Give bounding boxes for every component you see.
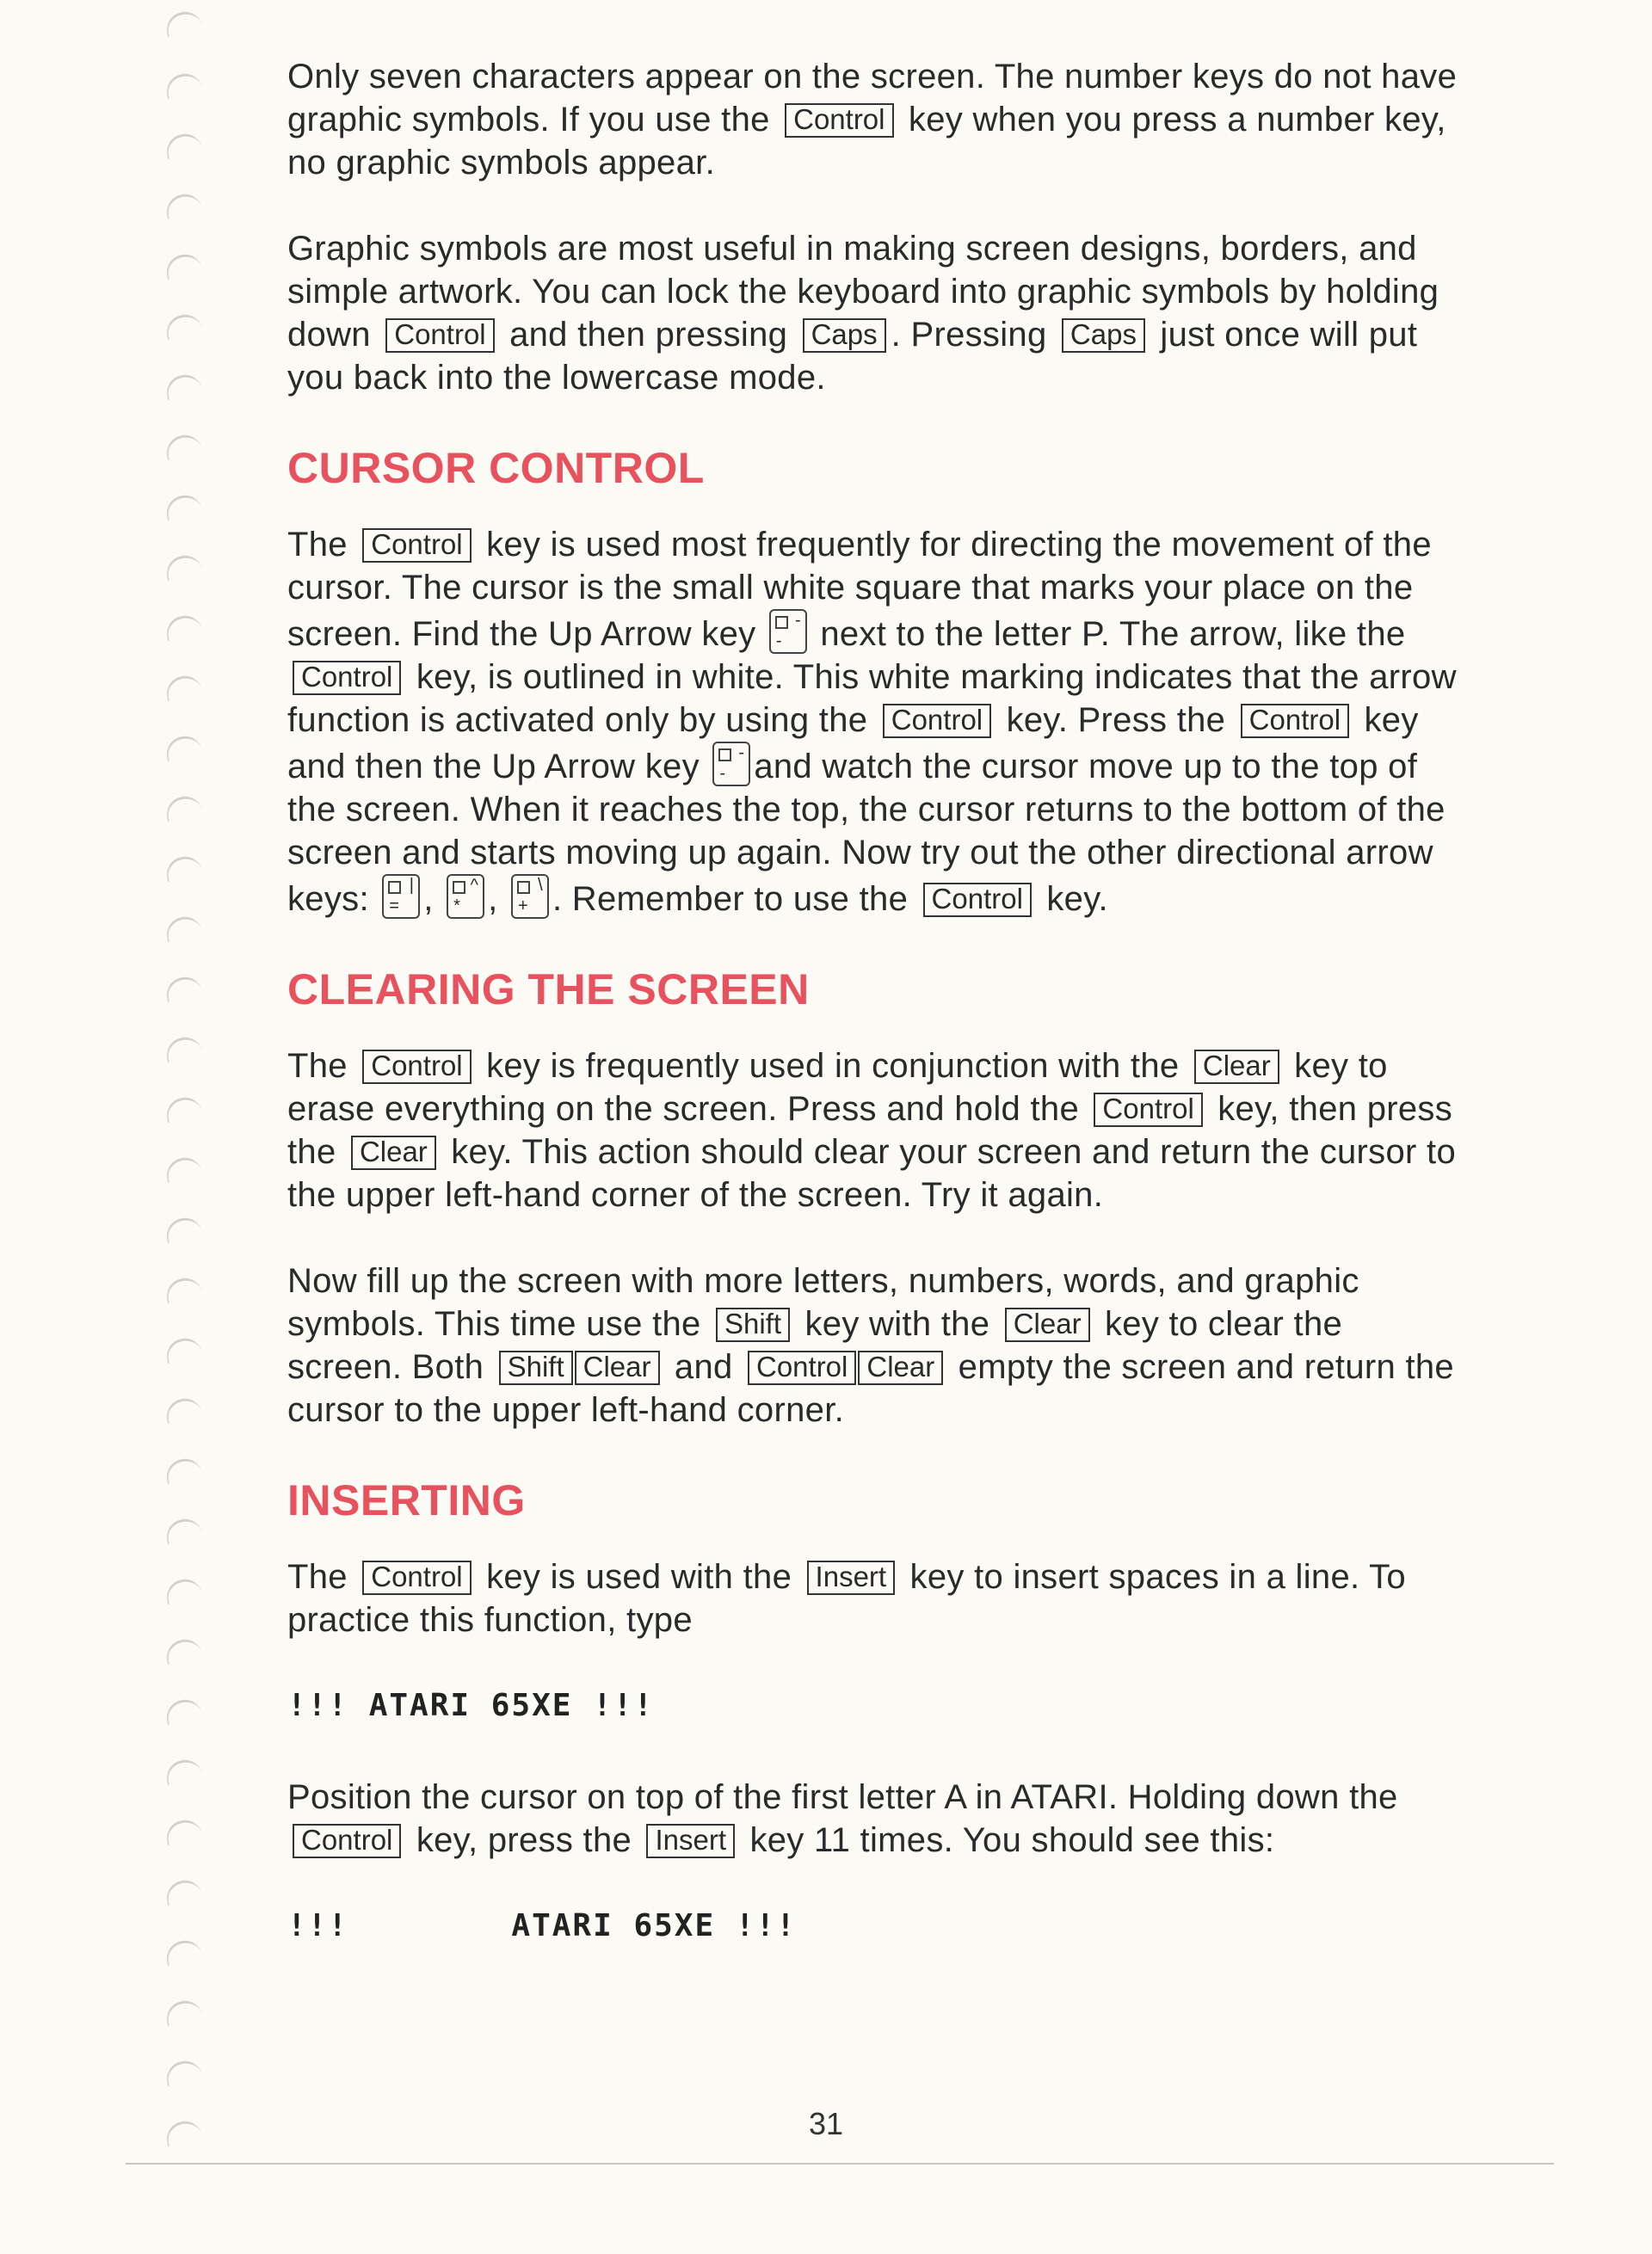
paragraph-clear-key: [287, 1044, 1466, 1216]
separator: ,: [488, 880, 498, 918]
text: . Pressing: [891, 316, 1047, 354]
binding-holes: [155, 0, 215, 2202]
paragraph-shift-clear: [287, 1259, 1466, 1432]
text: key to clear the screen. Both: [287, 1305, 1343, 1386]
page-number: 31: [808, 2106, 844, 2141]
up-arrow-key-icon: - -: [769, 609, 807, 654]
control-key: Control: [923, 883, 1032, 917]
page-content: [287, 55, 1466, 1996]
insert-key: Insert: [807, 1561, 896, 1595]
text: key. Press the: [1006, 701, 1226, 739]
control-key: Control: [1094, 1093, 1202, 1127]
shift-key: Shift: [499, 1351, 573, 1385]
code-example-before: !!! ATARI 65XE !!!: [287, 1688, 655, 1723]
text: Position the cursor on top of the first letter A in ATARI. Holding down the: [287, 1778, 1398, 1816]
heading-cursor-control: CURSOR CONTROL: [287, 444, 705, 492]
down-arrow-key-icon: | =: [382, 874, 420, 919]
text: and then pressing: [509, 316, 788, 354]
text: The: [287, 1558, 348, 1596]
text: The: [287, 526, 348, 564]
insert-key: Insert: [646, 1824, 735, 1858]
up-arrow-key-icon: - -: [712, 742, 750, 786]
caps-key: Caps: [803, 318, 886, 353]
text: . Remember to use the: [552, 880, 909, 918]
clear-key: Clear: [858, 1351, 943, 1385]
text: and: [674, 1348, 733, 1386]
text: key to insert spaces in a line. To practice this function, type: [287, 1558, 1406, 1639]
text: key with the: [804, 1305, 990, 1343]
control-key: Control: [385, 318, 494, 353]
text: The: [287, 1047, 348, 1085]
paragraph-number-keys: [287, 55, 1466, 184]
text: just once will put you back into the lowercase mode.: [287, 316, 1418, 397]
text: and watch the cursor move up to the top of the screen. When it reaches the top, the cursor returns to the bottom of the screen and starts moving up again. Now try out the other directional arrow keys:: [287, 748, 1446, 918]
paragraph-cursor-control: [287, 523, 1466, 921]
clear-key: Clear: [1005, 1308, 1090, 1342]
left-arrow-key-icon: ^ *: [447, 874, 484, 919]
text: key, press the: [416, 1821, 632, 1859]
text: key and then the Up Arrow key: [287, 701, 1419, 785]
text: key to erase everything on the screen. Press and hold the: [287, 1047, 1388, 1128]
text: key. This action should clear your screen and return the cursor to the upper left-hand corner of the screen. Try it again.: [287, 1133, 1457, 1214]
text: key is frequently used in conjunction with the: [486, 1047, 1180, 1085]
control-key: Control: [362, 528, 471, 563]
control-key: Control: [362, 1050, 471, 1084]
bottom-rule: [126, 2163, 1554, 2165]
heading-clearing-the-screen: CLEARING THE SCREEN: [287, 965, 810, 1013]
text: key.: [1046, 880, 1108, 918]
text: key is used most frequently for directing the movement of the cursor. The cursor is the small white square that marks your place on the screen. Find the Up Arrow key: [287, 526, 1432, 653]
clear-key: Clear: [1194, 1050, 1279, 1084]
shift-key: Shift: [716, 1308, 790, 1342]
text: key, is outlined in white. This white marking indicates that the arrow function is activated only by using the: [287, 658, 1457, 739]
clear-key: Clear: [351, 1136, 436, 1170]
text: key when you press a number key, no graphic symbols appear.: [287, 101, 1446, 182]
text: Now fill up the screen with more letters, numbers, words, and graphic symbols. This time use the: [287, 1262, 1359, 1343]
right-arrow-key-icon: \ +: [511, 874, 549, 919]
code-example-after: !!! ATARI 65XE !!!: [287, 1908, 797, 1943]
text: key is used with the: [486, 1558, 792, 1596]
control-key: Control: [748, 1351, 856, 1385]
text: empty the screen and return the cursor to the upper left-hand corner.: [287, 1348, 1454, 1429]
control-key: Control: [293, 1824, 401, 1858]
caps-key: Caps: [1062, 318, 1145, 353]
control-key: Control: [362, 1561, 471, 1595]
control-key: Control: [883, 704, 991, 738]
clear-key: Clear: [575, 1351, 660, 1385]
separator: ,: [423, 880, 434, 918]
text: Only seven characters appear on the screen. The number keys do not have graphic symbols. If you use the: [287, 58, 1458, 139]
control-key: Control: [1241, 704, 1349, 738]
control-key: Control: [785, 103, 893, 138]
text: key 11 times. You should see this:: [749, 1821, 1275, 1859]
text: key, then press the: [287, 1090, 1453, 1171]
text: Graphic symbols are most useful in making screen designs, borders, and simple artwork. You can lock the keyboard into graphic symbols by holding down: [287, 230, 1439, 354]
paragraph-graphic-symbols: [287, 227, 1466, 399]
heading-inserting: INSERTING: [287, 1476, 526, 1524]
text: next to the letter P. The arrow, like the: [820, 615, 1406, 653]
paragraph-insert-key: [287, 1555, 1466, 1641]
control-key: Control: [293, 661, 401, 695]
paragraph-position-cursor: [287, 1776, 1466, 1862]
